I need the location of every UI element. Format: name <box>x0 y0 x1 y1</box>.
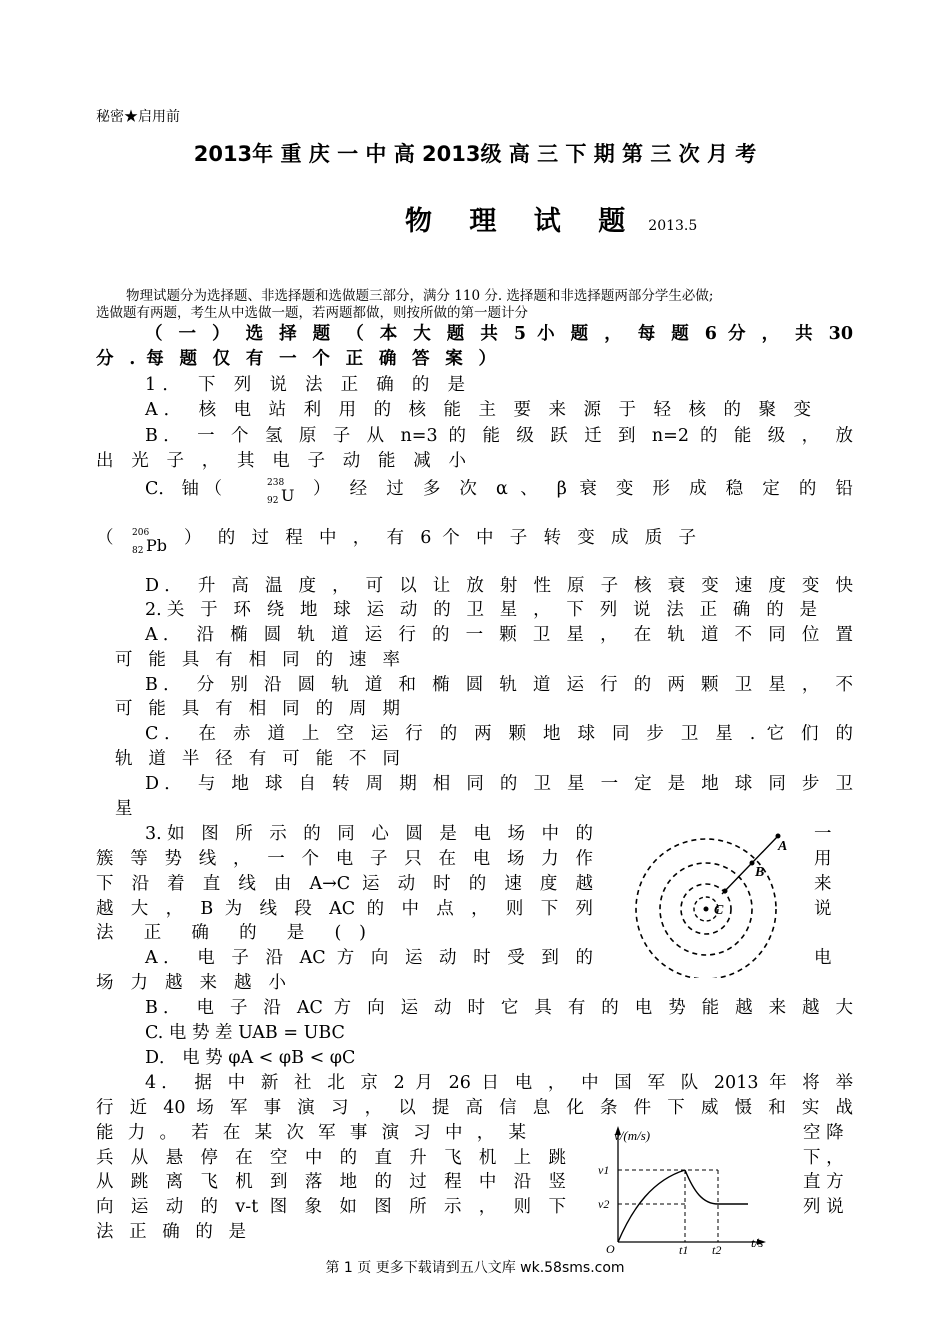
page-footer: 第 1 页 更多下载请到五八文库 wk.58sms.com <box>325 1260 625 1276</box>
path-line-ac <box>722 836 778 894</box>
uranium-symbol: U <box>281 486 295 505</box>
intro-line-2: 选做题有两题，考生从中选做一题，若两题都做，则按所做的第一题计分 <box>96 305 528 321</box>
secret-label: 秘密★启用前 <box>96 109 180 125</box>
q3-line-2-end: 用 <box>814 849 832 869</box>
q4-line-2: 行 近 40 场 军 事 演 习 ， 以 提 高 信 息 化 条 件 下 威 慑 和 实 战 <box>96 1098 853 1118</box>
vt-v1-label: v1 <box>598 1163 610 1177</box>
q1-option-c-prefix: C． 铀 （ <box>145 479 223 499</box>
center-charge-dot <box>704 907 709 912</box>
vt-x-label: t/s <box>751 1235 764 1250</box>
q1-option-b-line-1: B． 一 个 氢 原 子 从 n=3 的 能 级 跃 迁 到 n=2 的 能 级 ， 放 <box>145 426 853 446</box>
intro-paragraph <box>96 288 853 322</box>
uranium-nuclide <box>267 478 303 506</box>
q3-line-2: 簇 等 势 线 ， 一 个 电 子 只 在 电 场 力 作 <box>96 849 593 869</box>
lead-atomic-number: 82 <box>132 546 144 556</box>
q3-option-c: C. 电 势 差 UAB = UBC <box>145 1023 345 1043</box>
q3-option-d: D． 电 势 φA < φB < φC <box>145 1048 356 1068</box>
q2-option-b-line-1: B． 分 别 沿 圆 轨 道 和 椭 圆 轨 道 运 行 的 两 颗 卫 星 ， 不 <box>145 675 853 695</box>
q3-line-4-end: 说 <box>814 899 832 919</box>
vt-origin-label: O <box>606 1242 615 1254</box>
vt-t2-label: t2 <box>712 1243 722 1254</box>
q2-option-a-line-1: A． 沿 椭 圆 轨 道 运 行 的 一 颗 卫 星 ， 在 轨 道 不 同 位 置 <box>145 625 853 645</box>
q2-option-c-line-2: 轨 道 半 径 有 可 能 不 同 <box>115 749 400 769</box>
exam-date: 2013.5 <box>648 218 698 234</box>
subject-title-row <box>405 199 697 238</box>
lead-mass-number: 206 <box>132 528 150 538</box>
section-heading-line-2: 分 . 每 题 仅 有 一 个 正 确 答 案 ） <box>96 349 496 369</box>
label-a: A <box>778 839 788 854</box>
q2-option-d-line-2: 星 <box>115 799 133 819</box>
vt-curve-decelerate <box>685 1170 718 1204</box>
point-b-dot <box>750 861 755 866</box>
q4-line-7: 法 正 确 的 是 <box>96 1222 246 1242</box>
q1-option-d: D． 升 高 温 度 ， 可 以 让 放 射 性 原 子 核 衰 变 速 度 变 快 <box>145 576 853 596</box>
q4-line-4-end: 下 ， <box>803 1148 844 1168</box>
q2-stem: 2.关 于 环 绕 地 球 运 动 的 卫 星 ， 下 列 说 法 正 确 的 是 <box>145 600 817 620</box>
q4-line-4: 兵 从 悬 停 在 空 中 的 直 升 飞 机 上 跳 <box>96 1148 566 1168</box>
q1-option-c2-prefix: （ <box>96 528 114 548</box>
q3-line-3-end: 来 <box>814 874 832 894</box>
q4-line-6: 向 运 动 的 v-t 图 象 如 图 所 示 ， 则 下 <box>96 1197 566 1217</box>
q4-line-3-end: 空 降 <box>803 1123 844 1143</box>
q4-line-5: 从 跳 离 飞 机 到 落 地 的 过 程 中 沿 竖 <box>96 1172 566 1192</box>
q4-line-3: 能 力 。 若 在 某 次 军 事 演 习 中 ， 某 <box>96 1123 526 1143</box>
subject-title: 物 理 试 题 <box>405 206 640 237</box>
equipotential-figure <box>618 818 803 978</box>
q1-option-c-line-2 <box>96 526 696 556</box>
q1-option-c-line-1 <box>145 477 853 507</box>
q4-line-6-end: 列 说 <box>803 1197 844 1217</box>
q3-line-1: 3.如 图 所 示 的 同 心 圆 是 电 场 中 的 <box>145 824 593 844</box>
q3-option-a-line-2: 场 力 越 来 越 小 <box>96 973 286 993</box>
q3-line-3: 下 沿 着 直 线 由 A→C 运 动 时 的 速 度 越 <box>96 874 593 894</box>
q2-option-a-line-2: 可 能 具 有 相 同 的 速 率 <box>115 650 400 670</box>
q3-line-5: 法 正 确 的 是 ( ) <box>96 923 366 943</box>
lead-symbol: Pb <box>146 536 168 555</box>
q3-line-4: 越 大 ， B 为 线 段 AC 的 中 点 ， 则 下 列 <box>96 899 593 919</box>
vt-graph <box>588 1122 778 1254</box>
point-c-dot <box>723 889 728 894</box>
label-b: B <box>755 865 765 880</box>
q1-stem: 1． 下 列 说 法 正 确 的 是 <box>145 375 465 395</box>
vt-curve-accelerate <box>618 1170 685 1242</box>
uranium-mass-number: 238 <box>267 478 285 488</box>
intro-line-1: 物理试题分为选择题、非选择题和选做题三部分，满分 110 分. 选择题和非选择题两部分学生必做; <box>126 288 714 304</box>
q3-option-a-line-1: A． 电 子 沿 AC 方 向 运 动 时 受 到 的 <box>145 948 593 968</box>
q4-line-1: 4． 据 中 新 社 北 京 2 月 26 日 电 ， 中 国 军 队 2013 年 将 举 <box>145 1073 853 1093</box>
label-c: C <box>714 903 724 918</box>
q1-option-a: A． 核 电 站 利 用 的 核 能 主 要 来 源 于 轻 核 的 聚 变 <box>145 400 811 420</box>
q3-option-b: B． 电 子 沿 AC 方 向 运 动 时 它 具 有 的 电 势 能 越 来 越 大 <box>145 998 853 1018</box>
point-a-dot <box>776 834 781 839</box>
q1-option-c2-suffix: ） 的 过 程 中 ， 有 6 个 中 子 转 变 成 质 子 <box>184 528 696 548</box>
q1-option-b-line-2: 出 光 子 ， 其 电 子 动 能 减 小 <box>96 451 466 471</box>
q2-option-b-line-2: 可 能 具 有 相 同 的 周 期 <box>115 699 400 719</box>
vt-y-label: v/(m/s) <box>614 1128 651 1143</box>
uranium-atomic-number: 92 <box>267 496 279 506</box>
q2-option-d-line-1: D． 与 地 球 自 转 周 期 相 同 的 卫 星 一 定 是 地 球 同 步 卫 <box>145 774 853 794</box>
q4-line-5-end: 直 方 <box>803 1172 844 1192</box>
vt-v2-label: v2 <box>598 1197 610 1211</box>
q2-option-c-line-1: C． 在 赤 道 上 空 运 行 的 两 颗 地 球 同 步 卫 星 . 它 们 的 <box>145 724 853 744</box>
section-heading-line-1: （ 一 ） 选 择 题 （ 本 大 题 共 5 小 题 ， 每 题 6 分 ， 共 30 <box>145 324 853 344</box>
vt-t1-label: t1 <box>679 1243 689 1254</box>
q1-option-c-suffix: ） 经 过 多 次 α 、 β 衰 变 形 成 稳 定 的 铅 <box>313 479 854 499</box>
exam-title: 2013年 重 庆 一 中 高 2013级 高 三 下 期 第 三 次 月 考 <box>193 142 757 166</box>
q3-option-a-line-1-end: 电 <box>814 948 832 968</box>
lead-nuclide <box>132 528 172 556</box>
q3-line-1-end: 一 <box>814 824 832 844</box>
